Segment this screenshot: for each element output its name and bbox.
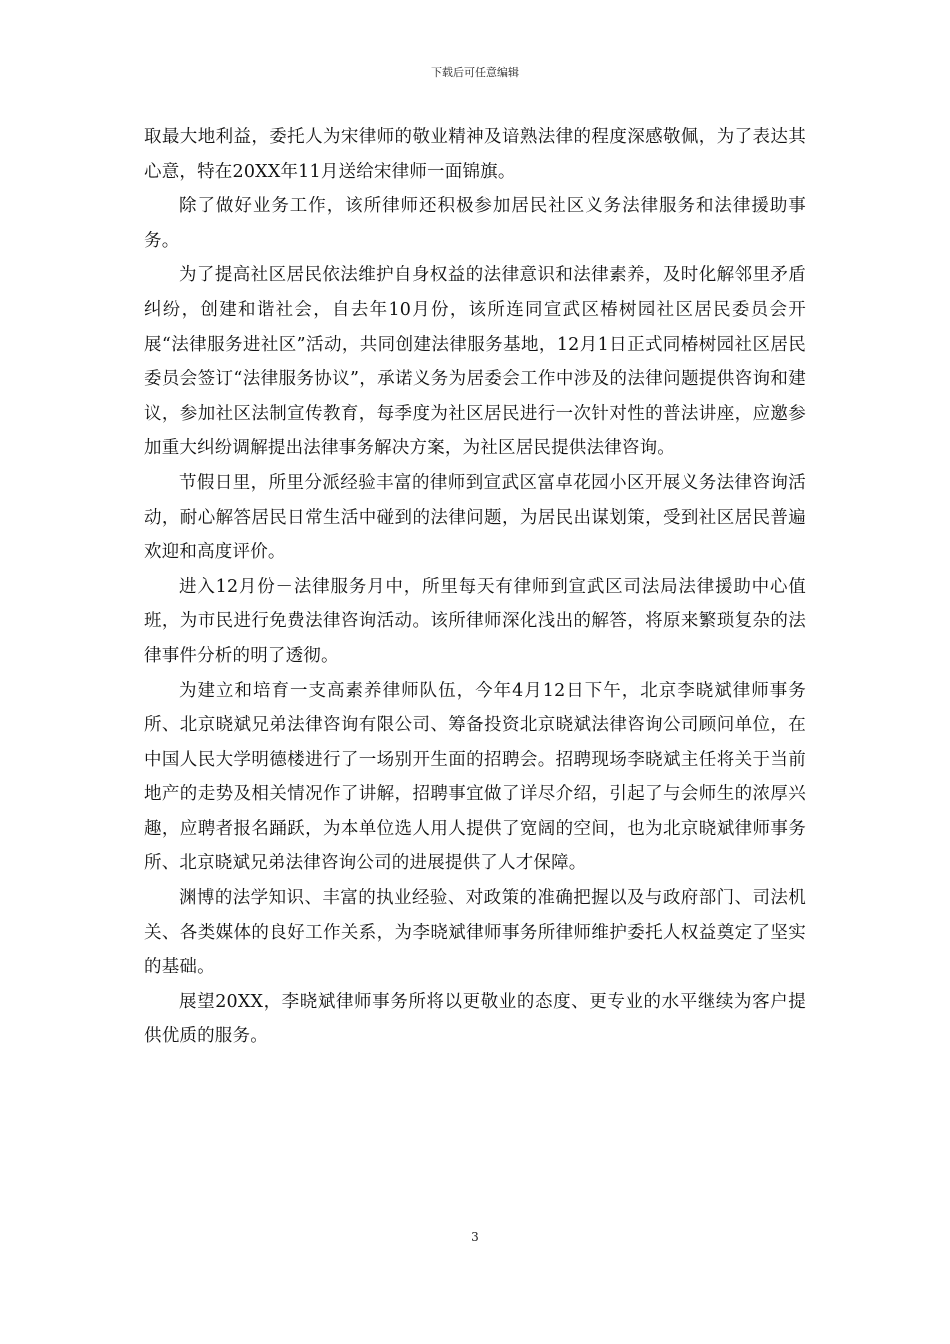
page-header: 下载后可任意编辑: [431, 66, 519, 79]
page-number: 3: [471, 1230, 479, 1244]
paragraph: 为了提高社区居民依法维护自身权益的法律意识和法律素养，及时化解邻里矛盾纠纷，创建和谐社会，自去年10月份，该所连同宣武区椿树园社区居民委员会开展“法律服务进社区”活动，共同创建法律服务基地，12月1日正式同椿树园社区居民委员会签订“法律服务协议”，承诺义务为居委会工作中涉及的法律问题提供咨询和建议，参加社区法制宣传教育，每季度为社区居民进行一次针对性的普法讲座，应邀参加重大纠纷调解提出法律事务解决方案，为社区居民提供法律咨询。: [144, 265, 806, 459]
paragraph: 展望20XX，李晓斌律师事务所将以更敬业的态度、更专业的水平继续为客户提供优质的服务。: [144, 991, 806, 1047]
paragraph: 除了做好业务工作，该所律师还积极参加居民社区义务法律服务和法律援助事务。: [144, 196, 806, 251]
document-body: [144, 120, 806, 1054]
paragraph: 节假日里，所里分派经验丰富的律师到宣武区富卓花园小区开展义务法律咨询活动，耐心解答居民日常生活中碰到的法律问题，为居民出谋划策，受到社区居民普遍欢迎和高度评价。: [144, 472, 806, 563]
paragraph-continued: 取最大地利益，委托人为宋律师的敬业精神及谙熟法律的程度深感敬佩，为了表达其心意，特在20XX年11月送给宋律师一面锦旗。: [144, 127, 806, 182]
paragraph: 为建立和培育一支高素养律师队伍，今年4月12日下午，北京李晓斌律师事务所、北京晓斌兄弟法律咨询有限公司、筹备投资北京晓斌法律咨询公司顾问单位，在中国人民大学明德楼进行了一场别开生面的招聘会。招聘现场李晓斌主任将关于当前地产的走势及相关情况作了讲解，招聘事宜做了详尽介绍，引起了与会师生的浓厚兴趣，应聘者报名踊跃，为本单位选人用人提供了宽阔的空间，也为北京晓斌律师事务所、北京晓斌兄弟法律咨询公司的进展提供了人才保障。: [144, 680, 806, 874]
paragraph: 进入12月份－法律服务月中，所里每天有律师到宣武区司法局法律援助中心值班，为市民进行免费法律咨询活动。该所律师深化浅出的解答，将原来繁琐复杂的法律事件分析的明了透彻。: [144, 576, 806, 666]
paragraph: 渊博的法学知识、丰富的执业经验、对政策的准确把握以及与政府部门、司法机关、各类媒体的良好工作关系，为李晓斌律师事务所律师维护委托人权益奠定了坚实的基础。: [144, 888, 806, 978]
